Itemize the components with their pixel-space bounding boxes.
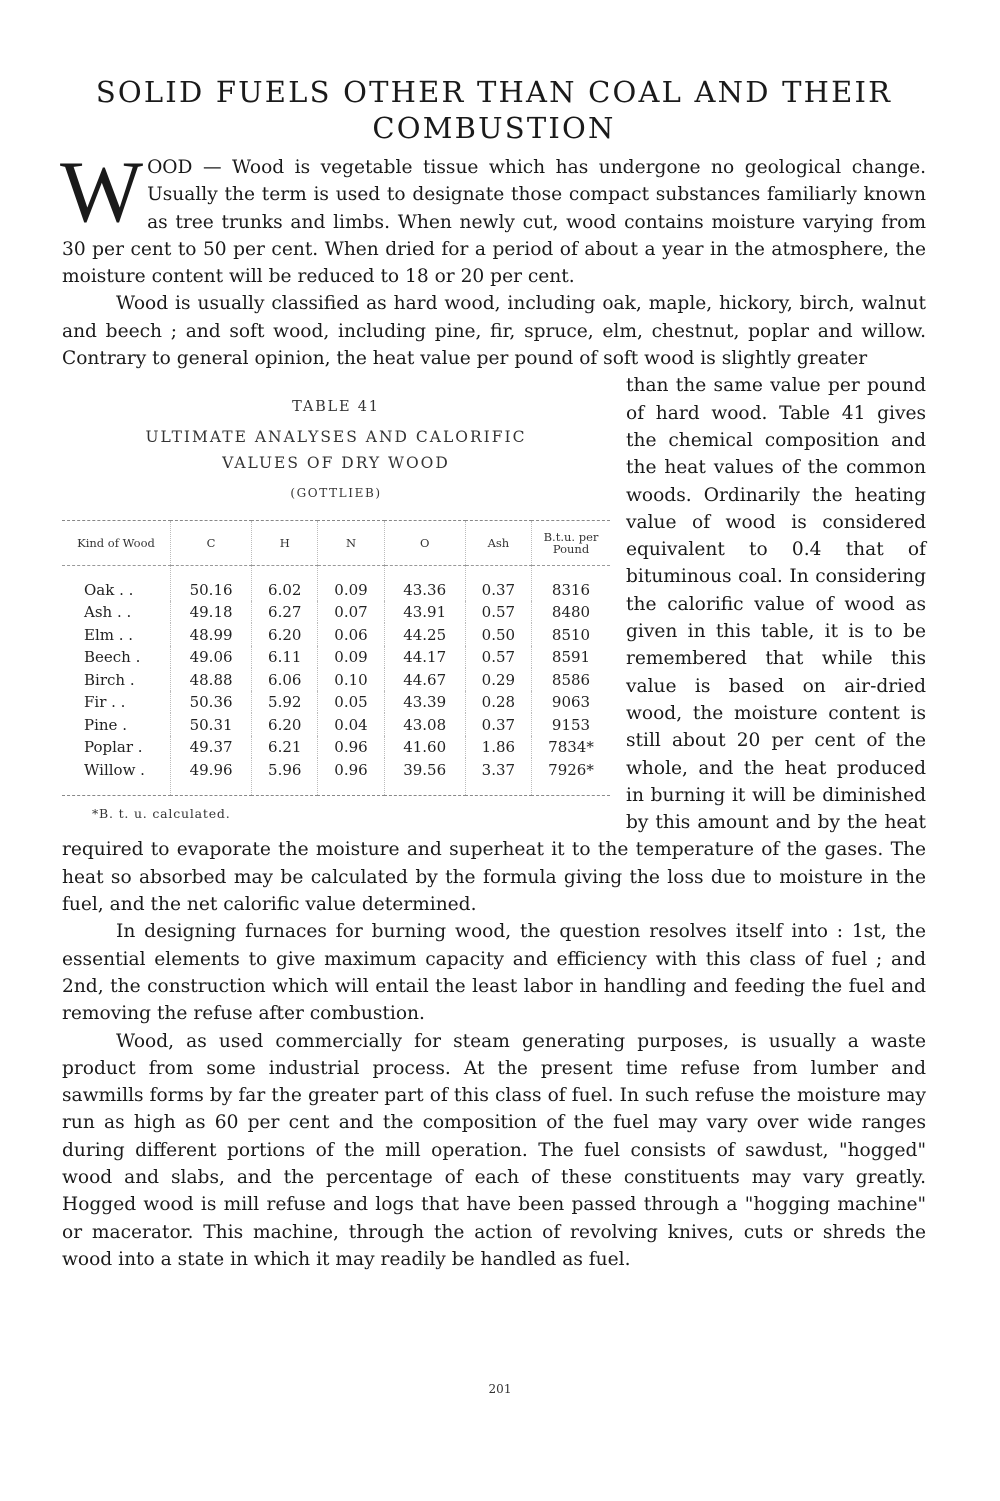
cell-wood: Willow . xyxy=(84,760,145,779)
commercial-wood-paragraph: Wood, as used commercially for steam generating purposes, is usually a waste product from some industrial process. At the present time refuse from lumber and sawmills forms by far the greater part of this class of fuel. In such refuse the moisture may run as high as 60 per cent and the composition of the fuel may vary over wide ranges during different portions of the mill operation. The fuel consists of sawdust, "hogged" wood and slabs, and the percentage of each of these constituents may vary greatly. Hogged wood is mill refuse and logs that have been passed through a "hogging machine" or macerator. This machine, through the action of revolving knives, cuts or shreds the wood into a state in which it may readily be handled as fuel. xyxy=(62,1030,926,1270)
table-header-row xyxy=(62,521,610,566)
cell-n: 0.09 xyxy=(318,646,384,669)
cell-h: 6.21 xyxy=(252,736,318,759)
cell-c: 48.88 xyxy=(171,668,252,691)
header-carbon: C xyxy=(171,521,252,566)
cell-btu: 7926* xyxy=(532,758,611,795)
cell-c: 49.06 xyxy=(171,646,252,669)
cell-c: 50.36 xyxy=(171,691,252,714)
cell-btu: 9153 xyxy=(532,713,611,736)
cell-ash: 3.37 xyxy=(465,758,531,795)
cell-wood: Fir . . xyxy=(84,693,126,712)
cell-c: 50.16 xyxy=(171,566,252,601)
cell-n: 0.09 xyxy=(318,566,384,601)
header-oxygen: O xyxy=(384,521,465,566)
cell-h: 6.11 xyxy=(252,646,318,669)
cell-o: 39.56 xyxy=(384,758,465,795)
table-title: ULTIMATE ANALYSES AND CALORIFIC VALUES OF DRY WOOD xyxy=(145,428,527,473)
table-source: (GOTTLIEB) xyxy=(290,486,382,501)
cell-btu: 9063 xyxy=(532,691,611,714)
cell-h: 6.27 xyxy=(252,601,318,624)
cell-h: 6.20 xyxy=(252,623,318,646)
analysis-table xyxy=(62,520,610,796)
table-label: TABLE 41 xyxy=(292,399,380,416)
cell-n: 0.96 xyxy=(318,736,384,759)
cell-ash: 0.29 xyxy=(465,668,531,691)
cell-wood: Oak . . xyxy=(84,580,134,599)
table-row xyxy=(62,646,610,669)
cell-n: 0.06 xyxy=(318,623,384,646)
table-41 xyxy=(62,382,610,821)
page-title: SOLID FUELS OTHER THAN COAL AND THEIR COMBUSTION xyxy=(95,75,893,145)
intro-text: OOD — Wood is vegetable tissue which has undergone no geological change. Usually the term is used to designate those compact substances familiarly known as tree trunks and limbs. When newly cut, wood contains moisture varying from 30 per cent to 50 per cent. When dried for a period of about a year in the atmosphere, the moisture content will be reduced to 18 or 20 per cent. xyxy=(62,157,926,288)
cell-o: 43.39 xyxy=(384,691,465,714)
cell-wood: Elm . . xyxy=(84,625,134,644)
header-btu: B.t.u. per Pound xyxy=(532,521,611,566)
cell-btu: 8586 xyxy=(532,668,611,691)
cell-o: 43.91 xyxy=(384,601,465,624)
furnace-design-paragraph: In designing furnaces for burning wood, the question resolves itself into : 1st, the essential elements to give maximum capacity and efficiency with this class of fuel ; and 2nd, the construction which will entail the least labor in handling and feeding the fuel and removing the refuse after combustion. xyxy=(62,921,926,1025)
cell-btu: 8316 xyxy=(532,566,611,601)
classification-paragraph-lead: Wood is usually classified as hard wood, including oak, maple, hickory, birch, walnut and beech ; and soft wood, including pine, fir, spruce, elm, chestnut, poplar and willow. Contrary to general opinion, the heat value per pound of soft wood is slightly greater xyxy=(62,293,926,370)
cell-h: 5.96 xyxy=(252,758,318,795)
cell-o: 44.25 xyxy=(384,623,465,646)
cell-n: 0.04 xyxy=(318,713,384,736)
table-row xyxy=(62,601,610,624)
cell-c: 50.31 xyxy=(171,713,252,736)
cell-btu: 7834* xyxy=(532,736,611,759)
cell-ash: 0.37 xyxy=(465,566,531,601)
cell-h: 5.92 xyxy=(252,691,318,714)
cell-wood: Pine . xyxy=(84,715,127,734)
cell-h: 6.02 xyxy=(252,566,318,601)
cell-btu: 8591 xyxy=(532,646,611,669)
table-row xyxy=(62,566,610,601)
cell-o: 43.36 xyxy=(384,566,465,601)
cell-ash: 0.50 xyxy=(465,623,531,646)
table-row xyxy=(62,691,610,714)
header-nitrogen: N xyxy=(318,521,384,566)
page-content xyxy=(62,74,926,1273)
cell-ash: 0.57 xyxy=(465,646,531,669)
table-row xyxy=(62,713,610,736)
drop-cap: W xyxy=(60,144,144,241)
cell-btu: 8480 xyxy=(532,601,611,624)
intro-paragraph xyxy=(60,144,926,290)
cell-n: 0.07 xyxy=(318,601,384,624)
cell-ash: 0.57 xyxy=(465,601,531,624)
cell-c: 49.37 xyxy=(171,736,252,759)
cell-c: 49.96 xyxy=(171,758,252,795)
cell-h: 6.06 xyxy=(252,668,318,691)
classification-paragraph-wrap: than the same value per pound of hard wood. Table 41 gives the chemical composition and the heat values of the common woods. Ordinarily the heating value of wood is considered equivalent to 0.4 that of bituminous coal. In considering the calorific value of wood as given in this table, it is to be remembered that while this value is based on air-dried wood, the moisture content is still about 20 per cent of the whole, and the heat produced in burning it will be diminished by this amount and by the heat required to evaporate the moisture and superheat it to the temperature of the gases. The heat so absorbed may be calculated by the formula giving the loss due to moisture in the fuel, and the net calorific value determined. xyxy=(62,375,926,916)
cell-wood: Birch . xyxy=(84,670,135,689)
cell-c: 48.99 xyxy=(171,623,252,646)
table-row xyxy=(62,668,610,691)
cell-wood: Ash . . xyxy=(84,603,132,622)
page-number: 201 xyxy=(488,1382,512,1396)
cell-h: 6.20 xyxy=(252,713,318,736)
table-row xyxy=(62,758,610,795)
cell-ash: 0.28 xyxy=(465,691,531,714)
table-footnote: *B. t. u. calculated. xyxy=(92,805,231,821)
cell-o: 41.60 xyxy=(384,736,465,759)
cell-o: 44.67 xyxy=(384,668,465,691)
cell-n: 0.05 xyxy=(318,691,384,714)
table-row xyxy=(62,623,610,646)
header-kind-of-wood: Kind of Wood xyxy=(62,521,171,566)
header-hydrogen: H xyxy=(252,521,318,566)
cell-c: 49.18 xyxy=(171,601,252,624)
cell-o: 44.17 xyxy=(384,646,465,669)
header-ash: Ash xyxy=(465,521,531,566)
cell-ash: 1.86 xyxy=(465,736,531,759)
table-row xyxy=(62,736,610,759)
cell-n: 0.10 xyxy=(318,668,384,691)
cell-n: 0.96 xyxy=(318,758,384,795)
cell-wood: Poplar . xyxy=(84,738,143,757)
cell-ash: 0.37 xyxy=(465,713,531,736)
cell-o: 43.08 xyxy=(384,713,465,736)
cell-btu: 8510 xyxy=(532,623,611,646)
cell-wood: Beech . xyxy=(84,648,141,667)
